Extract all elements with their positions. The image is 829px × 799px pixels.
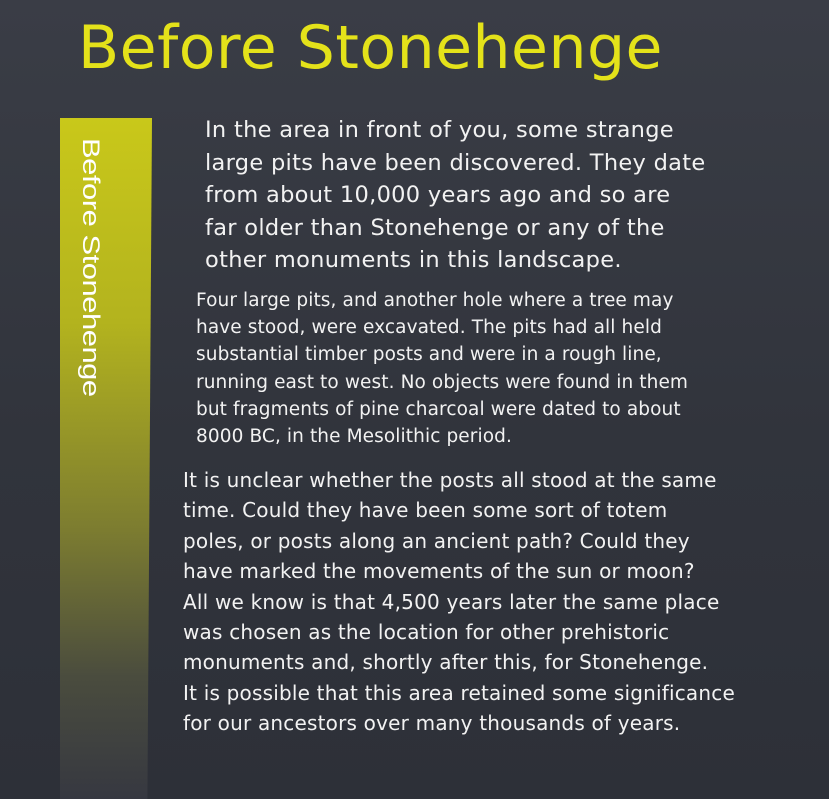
text-line: from about 10,000 years ago and so are [205,182,671,208]
side-strip-label: Before Stonehenge [77,138,105,397]
sign-title: Before Stonehenge [78,13,663,83]
text-line: large pits have been discovered. They date [205,149,706,176]
text-line: running east to west. No objects were found in them [196,371,689,393]
text-line: It is possible that this area retained some significance [183,680,735,705]
paragraph-significance [183,465,735,739]
text-line: was chosen as the location for other prehistoric [183,620,670,645]
text-line: time. Could they have been some sort of totem [183,498,668,523]
text-line: for our ancestors over many thousands of years. [183,711,681,736]
text-line: In the area in front of you, some strange [205,117,674,143]
text-line: All we know is that 4,500 years later the same place [183,589,720,614]
text-line: poles, or posts along an ancient path? Could they [183,528,690,553]
text-line: 8000 BC, in the Mesolithic period. [196,426,512,448]
text-line: Four large pits, and another hole where a tree may [196,290,674,311]
text-line: other monuments in this landscape. [205,247,622,273]
text-line: have marked the movements of the sun or moon? [183,559,695,584]
text-line: substantial timber posts and were in a rough line, [196,344,662,366]
text-line: have stood, were excavated. The pits had all held [196,317,662,339]
paragraph-intro [205,114,706,277]
text-line: It is unclear whether the posts all stood at the same [183,468,717,492]
text-line: monuments and, shortly after this, for Stonehenge. [183,650,709,675]
text-line: but fragments of pine charcoal were dated to about [196,398,681,420]
text-line: far older than Stonehenge or any of the [205,214,665,241]
paragraph-excavation [196,287,688,450]
